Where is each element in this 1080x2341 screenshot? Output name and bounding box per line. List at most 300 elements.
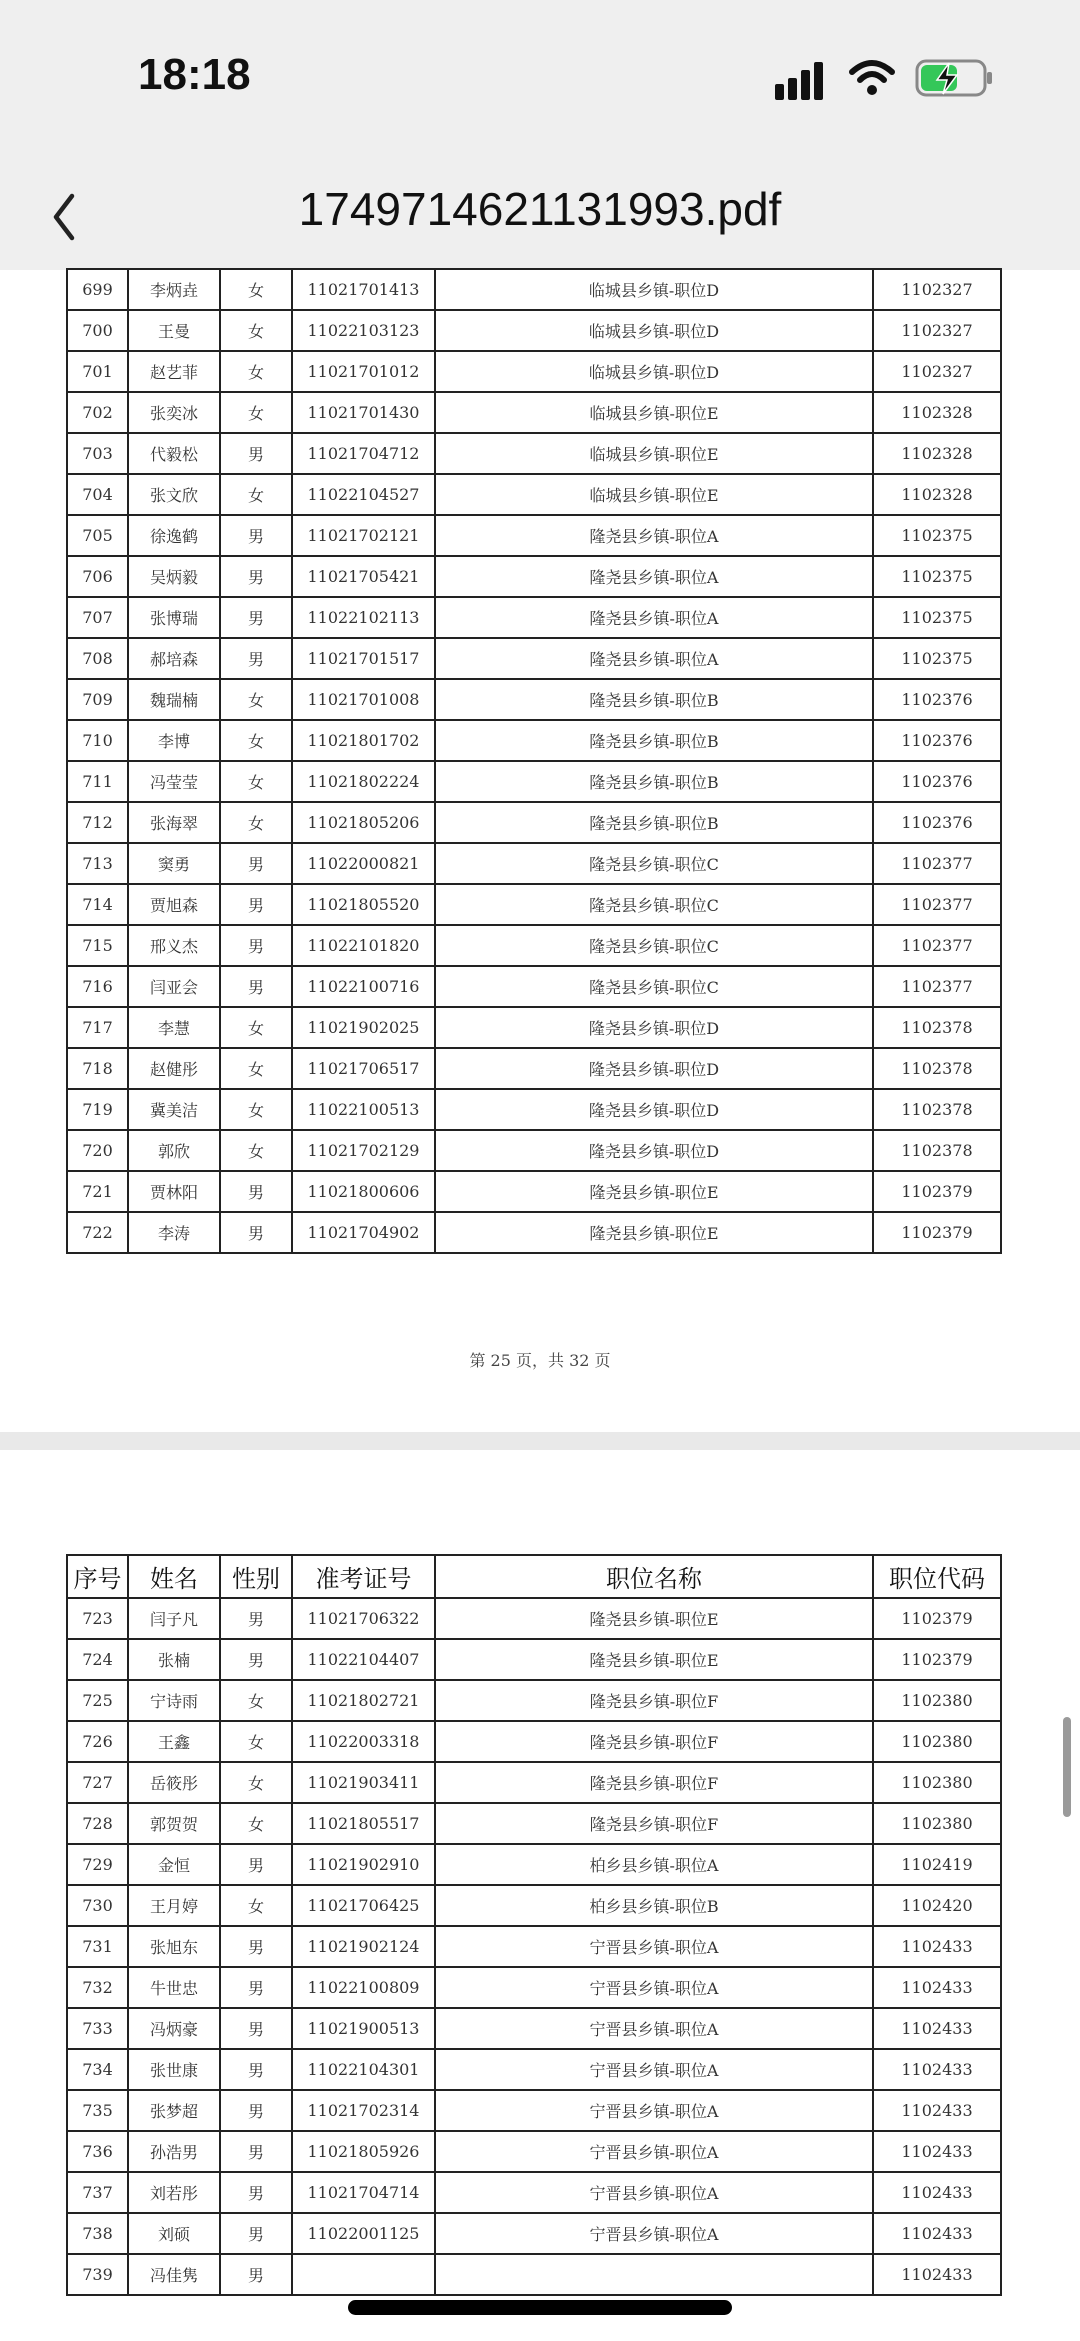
table-row xyxy=(67,884,1001,925)
gender: 男 xyxy=(220,2131,292,2172)
column-header: 序号 xyxy=(67,1555,128,1598)
home-indicator[interactable] xyxy=(348,2300,732,2315)
exam-ticket-number: 11021805926 xyxy=(292,2131,435,2172)
position-name: 隆尧县乡镇-职位D xyxy=(435,1048,873,1089)
candidate-name: 郭贺贺 xyxy=(128,1803,220,1844)
table-row xyxy=(67,2254,1001,2295)
exam-ticket-number: 11021702129 xyxy=(292,1130,435,1171)
position-code: 1102379 xyxy=(873,1639,1001,1680)
gender: 女 xyxy=(220,1721,292,1762)
gender: 男 xyxy=(220,1171,292,1212)
candidate-name: 岳筱彤 xyxy=(128,1762,220,1803)
exam-ticket-number: 11021702314 xyxy=(292,2090,435,2131)
position-name: 临城县乡镇-职位D xyxy=(435,351,873,392)
table-row xyxy=(67,638,1001,679)
results-table xyxy=(66,1554,1002,2296)
exam-ticket-number: 11022100809 xyxy=(292,1967,435,2008)
position-name: 隆尧县乡镇-职位F xyxy=(435,1803,873,1844)
exam-ticket-number xyxy=(292,2254,435,2295)
position-name: 隆尧县乡镇-职位A xyxy=(435,556,873,597)
row-number: 727 xyxy=(67,1762,128,1803)
column-header: 职位名称 xyxy=(435,1555,873,1598)
gender: 男 xyxy=(220,597,292,638)
position-name: 宁晋县乡镇-职位A xyxy=(435,2213,873,2254)
position-code: 1102377 xyxy=(873,925,1001,966)
gender: 女 xyxy=(220,720,292,761)
table-row xyxy=(67,966,1001,1007)
table-row xyxy=(67,433,1001,474)
position-name: 隆尧县乡镇-职位A xyxy=(435,515,873,556)
position-name: 隆尧县乡镇-职位E xyxy=(435,1598,873,1639)
gender: 男 xyxy=(220,1598,292,1639)
table-row xyxy=(67,2049,1001,2090)
candidate-name: 赵健彤 xyxy=(128,1048,220,1089)
table-row xyxy=(67,802,1001,843)
position-code: 1102376 xyxy=(873,679,1001,720)
table-row xyxy=(67,1007,1001,1048)
position-code: 1102380 xyxy=(873,1803,1001,1844)
position-name: 隆尧县乡镇-职位D xyxy=(435,1007,873,1048)
exam-ticket-number: 11021902124 xyxy=(292,1926,435,1967)
gender: 女 xyxy=(220,1885,292,1926)
candidate-name: 冯莹莹 xyxy=(128,761,220,802)
exam-ticket-number: 11021800606 xyxy=(292,1171,435,1212)
row-number: 700 xyxy=(67,310,128,351)
table-row xyxy=(67,1089,1001,1130)
candidate-name: 闫子凡 xyxy=(128,1598,220,1639)
candidate-name: 孙浩男 xyxy=(128,2131,220,2172)
position-code: 1102376 xyxy=(873,761,1001,802)
row-number: 737 xyxy=(67,2172,128,2213)
exam-ticket-number: 11021802224 xyxy=(292,761,435,802)
exam-ticket-number: 11021902025 xyxy=(292,1007,435,1048)
position-code: 1102380 xyxy=(873,1721,1001,1762)
status-bar xyxy=(0,0,1080,160)
table-row xyxy=(67,2008,1001,2049)
table-row xyxy=(67,1844,1001,1885)
candidate-name: 徐逸鹤 xyxy=(128,515,220,556)
gender: 女 xyxy=(220,802,292,843)
gender: 男 xyxy=(220,638,292,679)
position-name: 隆尧县乡镇-职位A xyxy=(435,597,873,638)
candidate-name: 李博 xyxy=(128,720,220,761)
row-number: 705 xyxy=(67,515,128,556)
exam-ticket-number: 11021704902 xyxy=(292,1212,435,1253)
exam-ticket-number: 11021900513 xyxy=(292,2008,435,2049)
column-header: 性别 xyxy=(220,1555,292,1598)
row-number: 734 xyxy=(67,2049,128,2090)
candidate-name: 张文欣 xyxy=(128,474,220,515)
candidate-name: 李涛 xyxy=(128,1212,220,1253)
row-number: 728 xyxy=(67,1803,128,1844)
position-name: 隆尧县乡镇-职位D xyxy=(435,1089,873,1130)
position-code: 1102433 xyxy=(873,2090,1001,2131)
document-title: 1749714621131993.pdf xyxy=(298,183,782,235)
row-number: 730 xyxy=(67,1885,128,1926)
gender: 女 xyxy=(220,1048,292,1089)
position-code: 1102380 xyxy=(873,1680,1001,1721)
position-code: 1102419 xyxy=(873,1844,1001,1885)
exam-ticket-number: 11022100513 xyxy=(292,1089,435,1130)
candidate-name: 牛世忠 xyxy=(128,1967,220,2008)
gender: 男 xyxy=(220,2049,292,2090)
position-name: 隆尧县乡镇-职位C xyxy=(435,966,873,1007)
exam-ticket-number: 11021705421 xyxy=(292,556,435,597)
gender: 男 xyxy=(220,843,292,884)
candidate-name: 刘若彤 xyxy=(128,2172,220,2213)
row-number: 699 xyxy=(67,269,128,310)
table-row xyxy=(67,1212,1001,1253)
candidate-name: 李慧 xyxy=(128,1007,220,1048)
gender: 女 xyxy=(220,679,292,720)
position-code: 1102327 xyxy=(873,351,1001,392)
row-number: 707 xyxy=(67,597,128,638)
gender: 男 xyxy=(220,2008,292,2049)
row-number: 701 xyxy=(67,351,128,392)
row-number: 704 xyxy=(67,474,128,515)
table-row xyxy=(67,1721,1001,1762)
gender: 男 xyxy=(220,2090,292,2131)
table-row xyxy=(67,310,1001,351)
exam-ticket-number: 11022103123 xyxy=(292,310,435,351)
position-code: 1102327 xyxy=(873,310,1001,351)
exam-ticket-number: 11022102113 xyxy=(292,597,435,638)
row-number: 703 xyxy=(67,433,128,474)
candidate-name: 窦勇 xyxy=(128,843,220,884)
exam-ticket-number: 11022104407 xyxy=(292,1639,435,1680)
position-code: 1102433 xyxy=(873,1926,1001,1967)
gender: 女 xyxy=(220,474,292,515)
position-name: 临城县乡镇-职位D xyxy=(435,310,873,351)
status-time: 18:18 xyxy=(138,50,251,99)
candidate-name: 冀美洁 xyxy=(128,1089,220,1130)
nav-bar xyxy=(0,160,1080,270)
table-row xyxy=(67,679,1001,720)
table-row xyxy=(67,351,1001,392)
candidate-name: 郝培森 xyxy=(128,638,220,679)
results-table xyxy=(66,268,1002,1254)
candidate-name: 魏瑞楠 xyxy=(128,679,220,720)
gender: 男 xyxy=(220,925,292,966)
position-code: 1102327 xyxy=(873,269,1001,310)
table-row xyxy=(67,1803,1001,1844)
candidate-name: 吴炳毅 xyxy=(128,556,220,597)
position-name: 隆尧县乡镇-职位B xyxy=(435,720,873,761)
gender: 男 xyxy=(220,515,292,556)
gender: 男 xyxy=(220,884,292,925)
position-name: 隆尧县乡镇-职位F xyxy=(435,1721,873,1762)
position-name: 隆尧县乡镇-职位D xyxy=(435,1130,873,1171)
gender: 女 xyxy=(220,1762,292,1803)
gender: 女 xyxy=(220,1803,292,1844)
gender: 男 xyxy=(220,1212,292,1253)
row-number: 702 xyxy=(67,392,128,433)
cellular-signal-icon xyxy=(775,60,831,100)
position-name: 隆尧县乡镇-职位E xyxy=(435,1639,873,1680)
table-row xyxy=(67,1926,1001,1967)
row-number: 716 xyxy=(67,966,128,1007)
position-code: 1102375 xyxy=(873,597,1001,638)
exam-ticket-number: 11021903411 xyxy=(292,1762,435,1803)
position-code: 1102380 xyxy=(873,1762,1001,1803)
exam-ticket-number: 11022100716 xyxy=(292,966,435,1007)
exam-ticket-number: 11022101820 xyxy=(292,925,435,966)
page-footer: 第 25 页，共 32 页 xyxy=(469,1351,611,1370)
gender: 女 xyxy=(220,310,292,351)
candidate-name: 宁诗雨 xyxy=(128,1680,220,1721)
row-number: 720 xyxy=(67,1130,128,1171)
position-code: 1102433 xyxy=(873,2172,1001,2213)
gender: 女 xyxy=(220,1130,292,1171)
table-row xyxy=(67,1967,1001,2008)
gender: 女 xyxy=(220,269,292,310)
table-row xyxy=(67,2213,1001,2254)
position-name: 隆尧县乡镇-职位E xyxy=(435,1171,873,1212)
position-code: 1102433 xyxy=(873,1967,1001,2008)
exam-ticket-number: 11021805520 xyxy=(292,884,435,925)
candidate-name: 王鑫 xyxy=(128,1721,220,1762)
position-name: 隆尧县乡镇-职位B xyxy=(435,761,873,802)
candidate-name: 张梦超 xyxy=(128,2090,220,2131)
position-code: 1102328 xyxy=(873,392,1001,433)
candidate-name: 冯炳豪 xyxy=(128,2008,220,2049)
gender: 男 xyxy=(220,2213,292,2254)
position-name: 宁晋县乡镇-职位A xyxy=(435,2172,873,2213)
position-name: 隆尧县乡镇-职位C xyxy=(435,843,873,884)
table-row xyxy=(67,474,1001,515)
row-number: 713 xyxy=(67,843,128,884)
column-header: 职位代码 xyxy=(873,1555,1001,1598)
row-number: 733 xyxy=(67,2008,128,2049)
position-code: 1102328 xyxy=(873,433,1001,474)
row-number: 718 xyxy=(67,1048,128,1089)
candidate-name: 张旭东 xyxy=(128,1926,220,1967)
row-number: 723 xyxy=(67,1598,128,1639)
position-code: 1102375 xyxy=(873,556,1001,597)
position-name: 临城县乡镇-职位E xyxy=(435,433,873,474)
exam-ticket-number: 11021704714 xyxy=(292,2172,435,2213)
row-number: 712 xyxy=(67,802,128,843)
position-code: 1102328 xyxy=(873,474,1001,515)
row-number: 724 xyxy=(67,1639,128,1680)
candidate-name: 张楠 xyxy=(128,1639,220,1680)
position-code: 1102433 xyxy=(873,2254,1001,2295)
candidate-name: 代毅松 xyxy=(128,433,220,474)
position-name: 临城县乡镇-职位D xyxy=(435,269,873,310)
position-code: 1102378 xyxy=(873,1130,1001,1171)
position-code: 1102433 xyxy=(873,2008,1001,2049)
position-name xyxy=(435,2254,873,2295)
battery-charging-icon xyxy=(915,58,995,98)
row-number: 706 xyxy=(67,556,128,597)
candidate-name: 闫亚会 xyxy=(128,966,220,1007)
exam-ticket-number: 11021701430 xyxy=(292,392,435,433)
candidate-name: 赵艺菲 xyxy=(128,351,220,392)
exam-ticket-number: 11022001125 xyxy=(292,2213,435,2254)
row-number: 710 xyxy=(67,720,128,761)
position-code: 1102378 xyxy=(873,1007,1001,1048)
candidate-name: 郭欣 xyxy=(128,1130,220,1171)
row-number: 709 xyxy=(67,679,128,720)
position-code: 1102377 xyxy=(873,843,1001,884)
exam-ticket-number: 11021701517 xyxy=(292,638,435,679)
position-code: 1102376 xyxy=(873,802,1001,843)
candidate-name: 张海翠 xyxy=(128,802,220,843)
table-row xyxy=(67,1130,1001,1171)
exam-ticket-number: 11022104527 xyxy=(292,474,435,515)
position-name: 柏乡县乡镇-职位B xyxy=(435,1885,873,1926)
row-number: 721 xyxy=(67,1171,128,1212)
table-row xyxy=(67,1639,1001,1680)
wifi-icon xyxy=(848,58,896,98)
table-row xyxy=(67,597,1001,638)
position-code: 1102378 xyxy=(873,1089,1001,1130)
exam-ticket-number: 11021701012 xyxy=(292,351,435,392)
exam-ticket-number: 11022000821 xyxy=(292,843,435,884)
position-name: 隆尧县乡镇-职位F xyxy=(435,1762,873,1803)
position-name: 宁晋县乡镇-职位A xyxy=(435,2049,873,2090)
position-name: 隆尧县乡镇-职位C xyxy=(435,884,873,925)
position-name: 宁晋县乡镇-职位A xyxy=(435,1967,873,2008)
candidate-name: 邢义杰 xyxy=(128,925,220,966)
row-number: 711 xyxy=(67,761,128,802)
exam-ticket-number: 11022104301 xyxy=(292,2049,435,2090)
position-code: 1102379 xyxy=(873,1171,1001,1212)
position-code: 1102433 xyxy=(873,2213,1001,2254)
table-row xyxy=(67,1171,1001,1212)
position-code: 1102375 xyxy=(873,515,1001,556)
exam-ticket-number: 11021902910 xyxy=(292,1844,435,1885)
exam-ticket-number: 11021805517 xyxy=(292,1803,435,1844)
row-number: 732 xyxy=(67,1967,128,2008)
gender: 男 xyxy=(220,1844,292,1885)
position-code: 1102375 xyxy=(873,638,1001,679)
gender: 男 xyxy=(220,966,292,1007)
row-number: 715 xyxy=(67,925,128,966)
position-name: 宁晋县乡镇-职位A xyxy=(435,1926,873,1967)
row-number: 725 xyxy=(67,1680,128,1721)
position-name: 隆尧县乡镇-职位E xyxy=(435,1212,873,1253)
table-row xyxy=(67,2131,1001,2172)
pdf-page xyxy=(0,1450,1080,2341)
position-name: 隆尧县乡镇-职位C xyxy=(435,925,873,966)
position-code: 1102433 xyxy=(873,2131,1001,2172)
position-code: 1102378 xyxy=(873,1048,1001,1089)
exam-ticket-number: 11021702121 xyxy=(292,515,435,556)
row-number: 729 xyxy=(67,1844,128,1885)
gender: 男 xyxy=(220,1967,292,2008)
row-number: 719 xyxy=(67,1089,128,1130)
gender: 男 xyxy=(220,1926,292,1967)
table-header-row xyxy=(67,1555,1001,1598)
row-number: 714 xyxy=(67,884,128,925)
exam-ticket-number: 11021701008 xyxy=(292,679,435,720)
gender: 男 xyxy=(220,2254,292,2295)
position-code: 1102377 xyxy=(873,884,1001,925)
candidate-name: 刘硕 xyxy=(128,2213,220,2254)
position-name: 宁晋县乡镇-职位A xyxy=(435,2090,873,2131)
gender: 男 xyxy=(220,433,292,474)
gender: 女 xyxy=(220,1680,292,1721)
candidate-name: 冯佳隽 xyxy=(128,2254,220,2295)
position-name: 柏乡县乡镇-职位A xyxy=(435,1844,873,1885)
row-number: 735 xyxy=(67,2090,128,2131)
position-name: 隆尧县乡镇-职位A xyxy=(435,638,873,679)
column-header: 准考证号 xyxy=(292,1555,435,1598)
table-row xyxy=(67,2090,1001,2131)
candidate-name: 张奕冰 xyxy=(128,392,220,433)
table-row xyxy=(67,1762,1001,1803)
exam-ticket-number: 11021706425 xyxy=(292,1885,435,1926)
exam-ticket-number: 11021802721 xyxy=(292,1680,435,1721)
position-code: 1102376 xyxy=(873,720,1001,761)
table-row xyxy=(67,925,1001,966)
table-row xyxy=(67,556,1001,597)
table-row xyxy=(67,515,1001,556)
scrollbar-thumb[interactable] xyxy=(1063,1717,1071,1817)
row-number: 731 xyxy=(67,1926,128,1967)
row-number: 717 xyxy=(67,1007,128,1048)
position-code: 1102433 xyxy=(873,2049,1001,2090)
position-code: 1102379 xyxy=(873,1598,1001,1639)
gender: 男 xyxy=(220,2172,292,2213)
table-row xyxy=(67,2172,1001,2213)
exam-ticket-number: 11021701413 xyxy=(292,269,435,310)
gender: 女 xyxy=(220,351,292,392)
candidate-name: 李炳垚 xyxy=(128,269,220,310)
exam-ticket-number: 11021706517 xyxy=(292,1048,435,1089)
table-row xyxy=(67,269,1001,310)
table-row xyxy=(67,720,1001,761)
gender: 女 xyxy=(220,392,292,433)
position-name: 宁晋县乡镇-职位A xyxy=(435,2131,873,2172)
position-code: 1102379 xyxy=(873,1212,1001,1253)
table-row xyxy=(67,392,1001,433)
gender: 女 xyxy=(220,1007,292,1048)
table-row xyxy=(67,1680,1001,1721)
candidate-name: 王曼 xyxy=(128,310,220,351)
position-name: 隆尧县乡镇-职位F xyxy=(435,1680,873,1721)
row-number: 736 xyxy=(67,2131,128,2172)
exam-ticket-number: 11021706322 xyxy=(292,1598,435,1639)
candidate-name: 贾旭森 xyxy=(128,884,220,925)
row-number: 708 xyxy=(67,638,128,679)
position-name: 隆尧县乡镇-职位B xyxy=(435,679,873,720)
exam-ticket-number: 11021801702 xyxy=(292,720,435,761)
column-header: 姓名 xyxy=(128,1555,220,1598)
exam-ticket-number: 11022003318 xyxy=(292,1721,435,1762)
gender: 女 xyxy=(220,1089,292,1130)
table-row xyxy=(67,1598,1001,1639)
pdf-page xyxy=(0,270,1080,1432)
table-row xyxy=(67,761,1001,802)
gender: 男 xyxy=(220,556,292,597)
row-number: 722 xyxy=(67,1212,128,1253)
candidate-name: 王月婷 xyxy=(128,1885,220,1926)
gender: 男 xyxy=(220,1639,292,1680)
candidate-name: 贾林阳 xyxy=(128,1171,220,1212)
row-number: 738 xyxy=(67,2213,128,2254)
position-code: 1102377 xyxy=(873,966,1001,1007)
table-row xyxy=(67,1885,1001,1926)
candidate-name: 张世康 xyxy=(128,2049,220,2090)
row-number: 739 xyxy=(67,2254,128,2295)
gender: 女 xyxy=(220,761,292,802)
candidate-name: 张博瑞 xyxy=(128,597,220,638)
row-number: 726 xyxy=(67,1721,128,1762)
position-name: 隆尧县乡镇-职位B xyxy=(435,802,873,843)
exam-ticket-number: 11021704712 xyxy=(292,433,435,474)
